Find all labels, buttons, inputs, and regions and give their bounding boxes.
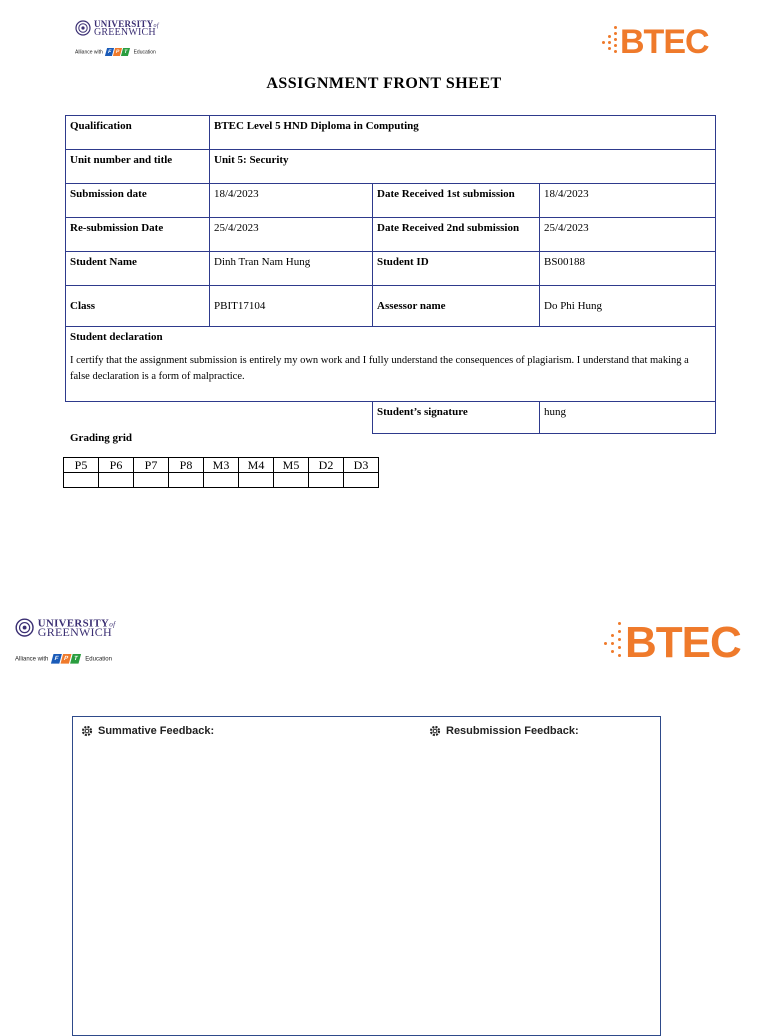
grade-cell[interactable] [204, 473, 239, 488]
fpt-letter-t: T [70, 654, 81, 664]
grade-cell[interactable] [274, 473, 309, 488]
university-name-line1: UNIVERSITY [94, 19, 154, 29]
alliance-prefix: Alliance with [15, 655, 49, 663]
btec-dots-icon [601, 622, 625, 666]
declaration-text: I certify that the assignment submission is entirely my own work and I fully understand the consequences of plagiarism. I understand that making a false declaration is a form of malpractice. [70, 355, 689, 382]
grading-value-row [64, 473, 379, 488]
btec-logo-text: BTEC [620, 23, 709, 61]
class-label: Class [66, 286, 210, 327]
unit-label: Unit number and title [66, 150, 210, 184]
resubmission-feedback-label: Resubmission Feedback: [446, 725, 579, 737]
crest-icon [15, 618, 34, 637]
university-of: of [153, 23, 159, 29]
resubmission-date-label: Re-submission Date [66, 218, 210, 252]
btec-logo-text: BTEC [625, 618, 741, 667]
signature-spacer [66, 402, 373, 434]
qualification-label: Qualification [66, 116, 210, 150]
university-logo-page2 [15, 618, 159, 678]
submission-date-label: Submission date [66, 184, 210, 218]
fpt-letter-p: P [61, 654, 72, 664]
fpt-letter-t: T [121, 48, 130, 56]
grade-cell[interactable] [239, 473, 274, 488]
summative-feedback-heading [81, 725, 214, 737]
university-name-line1: UNIVERSITY [37, 616, 110, 629]
gear-icon [429, 725, 441, 737]
signature-value: hung [540, 402, 716, 434]
date-received-2-value: 25/4/2023 [540, 218, 716, 252]
grade-cell[interactable] [134, 473, 169, 488]
grade-header: D2 [309, 458, 344, 473]
assessor-label: Assessor name [373, 286, 540, 327]
grading-header-row [64, 458, 379, 473]
front-sheet-table [65, 115, 716, 434]
alliance-suffix: Education [133, 49, 156, 56]
alliance-prefix: Alliance with [75, 49, 103, 56]
declaration-cell [66, 327, 716, 402]
university-logo [75, 20, 175, 60]
grade-header: M3 [204, 458, 239, 473]
grade-header: P7 [134, 458, 169, 473]
fpt-letter-f: F [105, 48, 114, 56]
submission-date-value: 18/4/2023 [210, 184, 373, 218]
date-received-1-label: Date Received 1st submission [373, 184, 540, 218]
qualification-value: BTEC Level 5 HND Diploma in Computing [210, 116, 716, 150]
crest-icon [75, 20, 91, 36]
grade-cell[interactable] [169, 473, 204, 488]
btec-logo-page2 [625, 617, 741, 669]
university-of: of [109, 621, 116, 629]
grade-header: M5 [274, 458, 309, 473]
grade-header: P8 [169, 458, 204, 473]
signature-label: Student’s signature [373, 402, 540, 434]
row-student [66, 252, 716, 286]
resubmission-date-value: 25/4/2023 [210, 218, 373, 252]
alliance-text [75, 48, 156, 56]
row-qualification [66, 116, 716, 150]
assessor-value: Do Phi Hung [540, 286, 716, 327]
grade-header: P5 [64, 458, 99, 473]
grade-cell[interactable] [99, 473, 134, 488]
university-name-line2: GREENWICH [37, 626, 112, 640]
university-name-line2: GREENWICH [94, 27, 156, 38]
unit-value: Unit 5: Security [210, 150, 716, 184]
grade-cell[interactable] [64, 473, 99, 488]
class-value: PBIT17104 [210, 286, 373, 327]
row-unit [66, 150, 716, 184]
student-id-value: BS00188 [540, 252, 716, 286]
date-received-2-label: Date Received 2nd submission [373, 218, 540, 252]
row-submission [66, 184, 716, 218]
summative-feedback-label: Summative Feedback: [98, 725, 215, 737]
grading-grid [63, 457, 379, 488]
grading-grid-label: Grading grid [70, 432, 133, 444]
btec-logo [620, 22, 709, 62]
grade-header: D3 [344, 458, 379, 473]
page-title: ASSIGNMENT FRONT SHEET [266, 75, 502, 92]
grade-header: M4 [239, 458, 274, 473]
resubmission-feedback-heading [429, 725, 579, 737]
fpt-letter-f: F [51, 654, 62, 664]
alliance-suffix: Education [85, 655, 112, 663]
fpt-logo [52, 654, 81, 664]
row-resubmission [66, 218, 716, 252]
student-id-label: Student ID [373, 252, 540, 286]
btec-dots-icon [600, 26, 620, 60]
declaration-title: Student declaration [70, 331, 163, 343]
student-name-label: Student Name [66, 252, 210, 286]
row-class [66, 286, 716, 327]
feedback-box [72, 716, 661, 1036]
grade-cell[interactable] [309, 473, 344, 488]
grade-cell[interactable] [344, 473, 379, 488]
grade-header: P6 [99, 458, 134, 473]
fpt-logo [106, 48, 130, 56]
gear-icon [81, 725, 93, 737]
alliance-text [15, 654, 112, 664]
student-name-value: Dinh Tran Nam Hung [210, 252, 373, 286]
date-received-1-value: 18/4/2023 [540, 184, 716, 218]
fpt-letter-p: P [113, 48, 122, 56]
row-signature [66, 402, 716, 434]
row-declaration [66, 327, 716, 402]
